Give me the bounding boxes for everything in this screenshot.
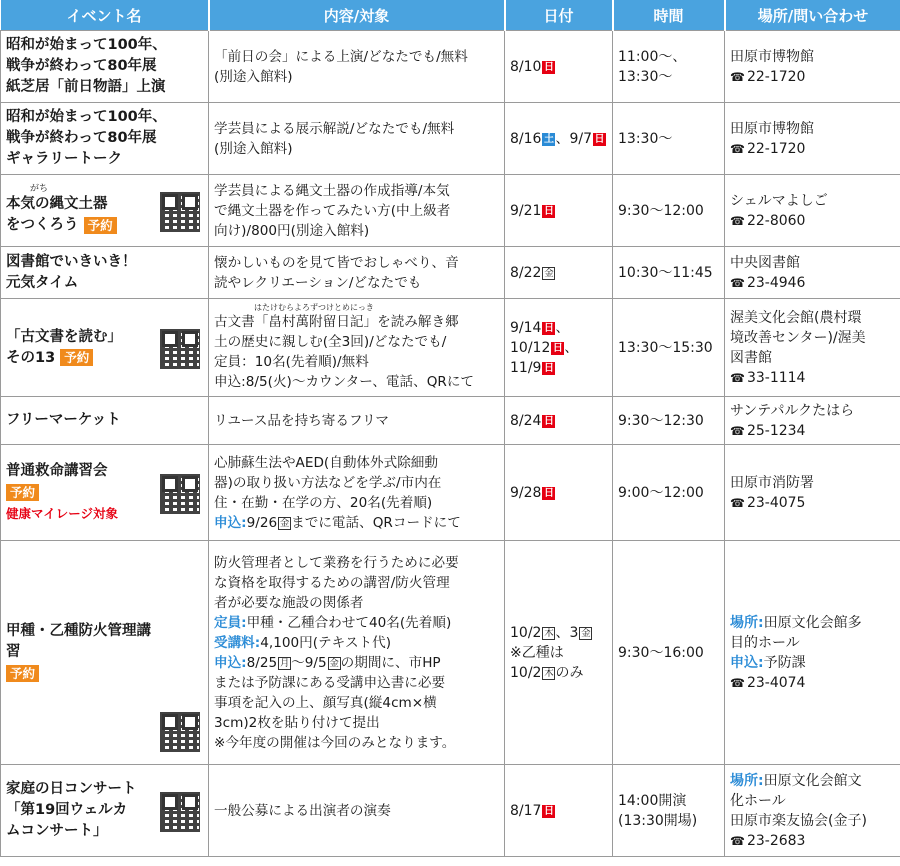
event-content: 一般公募による出演者の演奏 [209,765,505,857]
sunday-icon: 日 [594,133,605,145]
table-row: 「古文書を読む」 その13 予約 はたけむらよろずつけとめにっき 古文書「畠村萬附留日記」を読み解き郷 土の歴史に親しむ(全3回)/どなたでも/ 定員：10名(先着順)/無料 申込:8/5(火)～カウンター、電話、QRにて 9/14 日 、 10/12 日 、 11/9 日 13:30～15:30 渥美文化会館(農村環 境改善センター)/渥美 図書館 ☎ 33-1114 [1,299,900,397]
header-date: 日付 [505,0,613,31]
thursday-icon: 木 [544,627,554,639]
event-name: 昭和が始まって100年、 [6,37,167,53]
event-time: 14:00開演 [618,792,687,809]
event-name: 昭和が始まって100年、 [6,109,167,125]
event-place: 田原市博物館 [730,120,814,137]
event-date: 9/21 [510,202,542,219]
header-time: 時間 [613,0,725,31]
header-place: 場所/問い合わせ [725,0,900,31]
reservation-badge: 予約 [6,484,39,501]
friday-icon: 金 [279,517,290,529]
event-date: 8/22 [510,264,542,281]
table-row: 昭和が始まって100年、 戦争が終わって80年展 ギャラリートーク 学芸員による展示解説/どなたでも/無料 (別途入館料) 8/16 土 、9/7 日 13:30～ 田原市博物館 ☎ 22-1720 [1,103,900,175]
event-tel: 23-4946 [746,274,806,291]
event-content: リユース品を持ち寄るフリマ [209,397,505,445]
event-content: 古文書「畠村萬附留日記」を読み解き郷 [214,313,459,330]
event-name: フリーマーケット [1,397,209,445]
event-content: 懐かしいものを見て皆でおしゃべり、音 [214,254,459,271]
event-time: 10:30～11:45 [613,247,725,299]
event-tel: 25-1234 [746,422,806,439]
place-label: 場所: [730,614,764,631]
sunday-icon: 日 [543,805,554,817]
event-tel: 33-1114 [746,369,806,386]
reservation-badge: 予約 [60,349,93,366]
place-label: 場所: [730,772,764,789]
event-time: 9:30～12:30 [613,397,725,445]
reservation-badge: 予約 [84,217,117,234]
phone-icon: ☎ [730,675,745,690]
event-place: サンテパルクたはら [730,402,855,419]
event-time: 9:30～12:00 [613,175,725,247]
table-row: がち 本気の縄文土器 をつくろう 予約 学芸員による縄文土器の作成指導/本気 で縄文土器を作ってみたい方(中上級者 向け)/800円(別途入館料) 9/21 日 9:30～12:00 シェルマよしご ☎ 22-8060 [1,175,900,247]
event-tel: 23-4074 [746,674,806,691]
sunday-icon: 日 [543,322,554,334]
event-place: 中央図書館 [730,254,800,271]
event-date: 8/10 [510,58,542,75]
thursday-icon: 木 [544,667,554,679]
event-date: 9/28 [510,484,542,501]
table-row [1,397,900,445]
event-content: 学芸員による縄文土器の作成指導/本気 [214,182,450,199]
furigana: がち [30,184,49,194]
header-content: 内容/対象 [209,0,505,31]
event-organizer: 田原市楽友協会(金子) [730,812,867,829]
table-row: 図書館でいきいき！ 元気タイム 懐かしいものを見て皆でおしゃべり、音 読やレクリエーション/どなたでも 8/22 金 10:30～11:45 中央図書館 ☎ 23-4946 [1,247,900,299]
sunday-icon: 日 [543,415,554,427]
table-row: 普通救命講習会 予約 健康マイレージ対象 心肺蘇生法やAED(自動体外式除細動 器)の取り扱い方法などを学ぶ/市内在 住・在勤・在学の方、20名(先着順) 申込:9/26 金 までに電話、QRコードにて 9/28 日 9:00～12:00 田原市消防署 ☎ 23-4075 [1,445,900,541]
friday-icon: 金 [544,267,554,279]
header-event-name: イベント名 [1,0,209,31]
event-time: 11:00～、 [618,48,687,65]
event-name: 「古文書を読む」 [6,328,122,345]
event-time: 9:30～16:00 [613,541,725,765]
apply-label: 申込: [214,514,247,531]
sunday-icon: 日 [552,342,563,354]
event-date: 8/17 [510,802,542,819]
event-tel: 23-2683 [746,832,806,849]
sunday-icon: 日 [543,362,554,374]
phone-icon: ☎ [730,275,745,290]
table-row: 家庭の日コンサート 「第19回ウェルカ ムコンサート」 一般公募による出演者の演奏 8/17 日 14:00開演 (13:30開場) 場所:田原文化会館文 化ホール 田原市楽友協会(金子) ☎ 23-2683 [1,765,900,857]
event-place: 田原文化会館多 [763,614,862,631]
phone-icon: ☎ [730,833,745,848]
event-place: シェルマよしご [730,192,828,209]
phone-icon: ☎ [730,141,745,156]
sunday-icon: 日 [543,61,554,73]
contact-label: 申込: [730,654,764,671]
qr-code-icon[interactable] [160,712,200,752]
event-content: 防火管理者として業務を行うために必要 [214,554,459,571]
health-mileage-note: 健康マイレージ対象 [6,506,119,521]
capacity-label: 定員: [214,614,247,631]
event-date: 9/14 [510,319,542,336]
event-content: 心肺蘇生法やAED(自動体外式除細動 [214,454,438,471]
event-tel: 22-1720 [746,68,806,85]
event-time: 9:00～12:00 [613,445,725,541]
event-place: 渥美文化会館(農村環 [730,309,862,326]
sunday-icon: 日 [543,487,554,499]
table-header [1,0,900,31]
event-content: 学芸員による展示解説/どなたでも/無料 [214,120,455,137]
furigana: はたけむらよろずつけとめにっき [254,302,374,312]
saturday-icon: 土 [543,133,554,145]
table-row: 甲種・乙種防火管理講習 予約 防火管理者として業務を行うために必要 な資格を取得するための講習/防火管理 者が必要な施設の関係者 定員:甲種・乙種合わせて40名(先着順) 受講料:4,100円(テキスト代) 申込:8/25 月 ～9/5 金 の期間に、市HP または予防課にある受講申込書に必要 事項を記入の上、顔写真(縦4cm×横 3cm)2枚を貼り付けて提出 ※今年度の開催は今回のみとなります。 10/2 木 、3 金 ※乙種は 10/2 木 のみ 9:30～16:00 場所:田原文化会館多 目的ホール 申込:予防課 ☎ 23-4074 [1,541,900,765]
qr-code-icon[interactable] [160,329,200,369]
qr-code-icon[interactable] [160,792,200,832]
event-place: 田原文化会館文 [763,772,862,789]
phone-icon: ☎ [730,495,745,510]
event-place: 田原市博物館 [730,48,814,65]
phone-icon: ☎ [730,213,745,228]
event-date: 10/2 [510,624,542,641]
phone-icon: ☎ [730,69,745,84]
event-date: 8/24 [510,412,542,429]
friday-icon: 金 [581,627,591,639]
event-time: 13:30～ [613,103,725,175]
event-name: 図書館でいきいき！ [6,253,137,270]
phone-icon: ☎ [730,423,745,438]
event-name: 普通救命講習会 [6,463,108,479]
monday-icon: 月 [279,657,290,669]
event-tel: 23-4075 [746,494,806,511]
event-time: 13:30～15:30 [613,299,725,397]
reservation-badge: 予約 [6,665,39,682]
qr-code-icon[interactable] [160,192,200,232]
event-tel: 22-1720 [746,140,806,157]
sunday-icon: 日 [543,205,554,217]
event-date: 8/16 [510,130,542,147]
event-name: 本気の縄文土器 [6,196,108,212]
event-name: 家庭の日コンサート [6,781,137,797]
qr-code-icon[interactable] [160,474,200,514]
table-row: 昭和が始まって100年、 戦争が終わって80年展 紙芝居「前日物語」上演 「前日の会」による上演/どなたでも/無料 (別途入館料) 8/10 日 11:00～、 13:30～ 田原市博物館 ☎ 22-1720 [1,31,900,103]
event-place: 田原市消防署 [730,474,814,491]
event-content: 「前日の会」による上演/どなたでも/無料 [214,48,468,65]
friday-icon: 金 [329,657,339,669]
event-name: 甲種・乙種防火管理講習 [6,623,151,660]
phone-icon: ☎ [730,370,745,385]
apply-label: 申込: [214,654,247,671]
event-tel: 22-8060 [746,212,806,229]
fee-label: 受講料: [214,634,261,651]
